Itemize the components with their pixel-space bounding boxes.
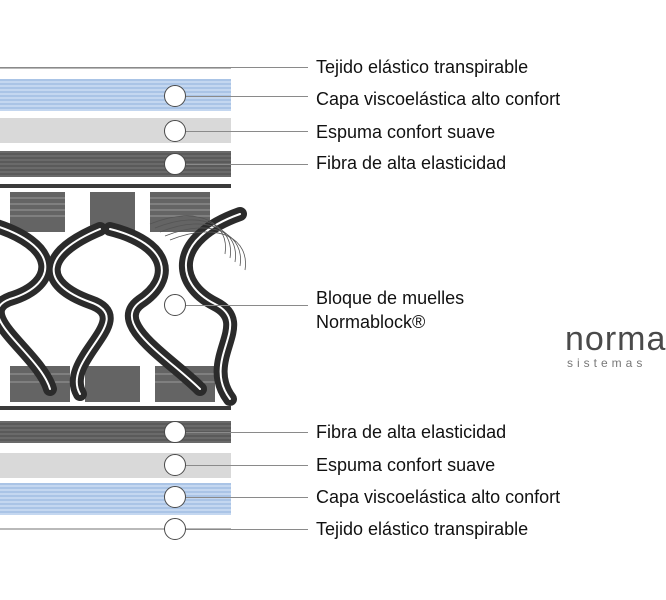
label-bottom-foam: Espuma confort suave: [316, 455, 496, 475]
marker-circle: [164, 421, 186, 443]
layer-top-viscoelastic: [0, 79, 231, 111]
spring-block-image: [0, 184, 231, 410]
leader-line: [186, 432, 308, 433]
leader-line: [186, 465, 308, 466]
leader-line: [186, 529, 308, 530]
brand-logo-main: norma: [565, 320, 666, 358]
layer-bottom-viscoelastic: [0, 483, 231, 515]
marker-circle: [164, 518, 186, 540]
label-bottom-viscoelastic: Capa viscoelástica alto confort: [316, 487, 561, 507]
marker-circle: [164, 454, 186, 476]
leader-line: [0, 67, 308, 68]
brand-logo-sub: sistemas: [567, 356, 647, 370]
marker-circle: [164, 120, 186, 142]
marker-circle: [164, 486, 186, 508]
marker-circle: [164, 294, 186, 316]
label-spring-block: Bloque de muelles Normablock®: [316, 288, 465, 332]
marker-circle: [164, 153, 186, 175]
brand-logo: [565, 320, 666, 370]
leader-line: [186, 96, 308, 97]
leader-line: [186, 497, 308, 498]
leader-line: [186, 305, 308, 306]
label-top-fabric: Tejido elástico transpirable: [316, 57, 529, 77]
marker-circle: [164, 85, 186, 107]
label-top-fiber: Fibra de alta elasticidad: [316, 153, 507, 173]
label-bottom-fiber: Fibra de alta elasticidad: [316, 422, 507, 442]
leader-line: [186, 164, 308, 165]
label-top-viscoelastic: Capa viscoelástica alto confort: [316, 89, 561, 109]
leader-line: [186, 131, 308, 132]
label-top-foam: Espuma confort suave: [316, 122, 496, 142]
spring-coils-graphic: [0, 184, 231, 410]
label-bottom-fabric: Tejido elástico transpirable: [316, 519, 529, 539]
